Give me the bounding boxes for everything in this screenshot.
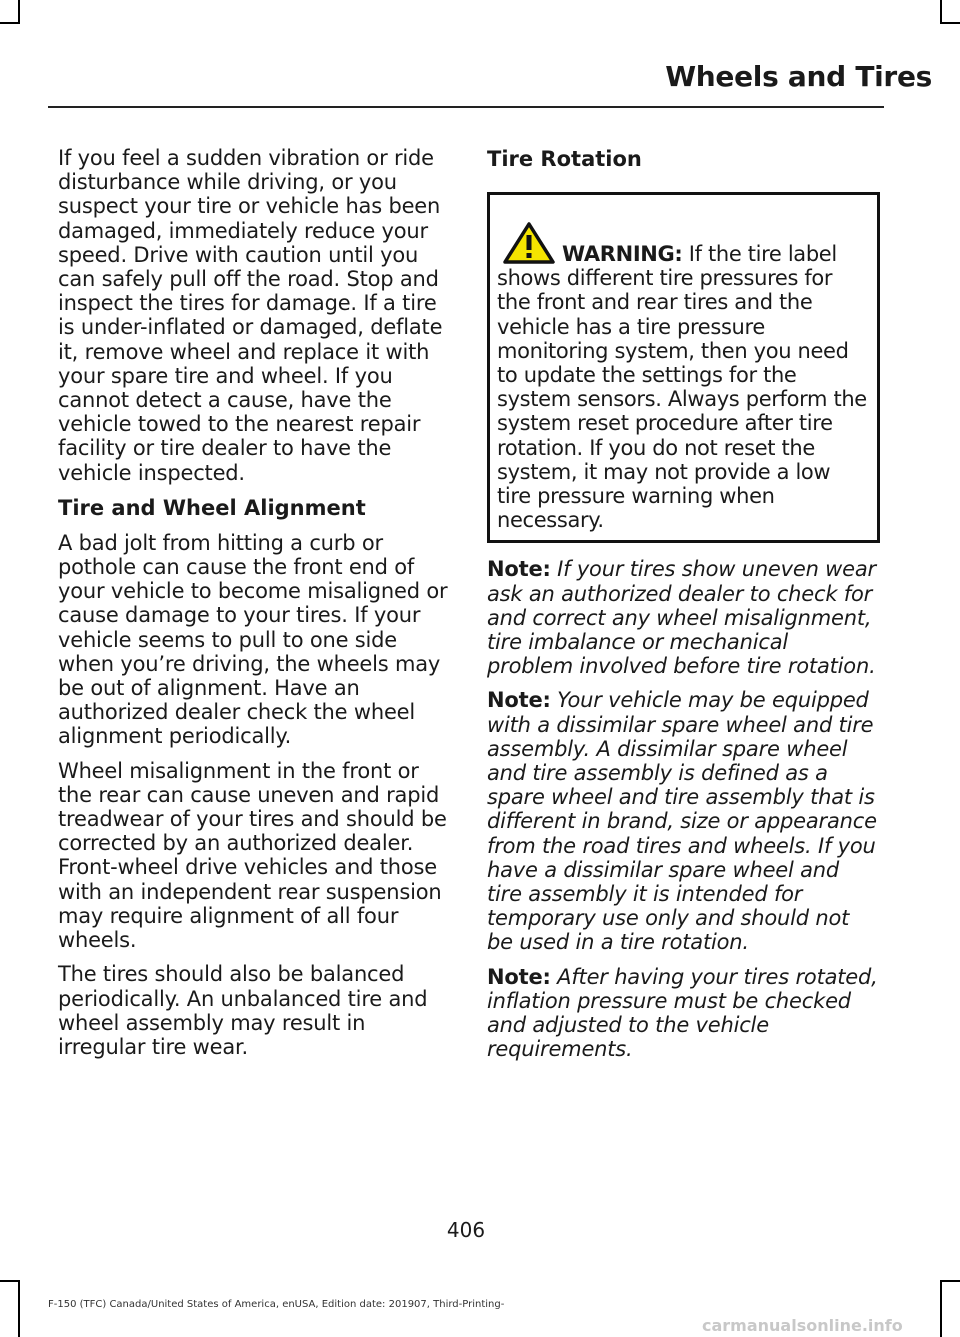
page-number: 406 bbox=[446, 1218, 486, 1242]
note-label: Note: bbox=[487, 688, 551, 713]
alignment-paragraph-1: A bad jolt from hitting a curb or pothole can cause the front end of your vehicle to become misaligned or cause damage to your tires. If your vehicle seems to pull to one side when you’re driving, the wheels may be out of alignment. Have an authorized dealer check the wheel alignment periodically. bbox=[58, 530, 448, 749]
note-text: Your vehicle may be equipped with a dissimilar spare wheel and tire assembly. A dissimilar spare wheel and tire assembly is defined as a spare wheel and tire assembly that is different in brand, size or appearance from the road tires and wheels. If you have a dissimilar spare wheel and tire assembly it is intended for temporary use only and should not be used in a tire rotation. bbox=[487, 688, 877, 955]
warning-paragraph bbox=[497, 221, 870, 532]
edition-footer: F-150 (TFC) Canada/United States of America, enUSA, Edition date: 201907, Third-Printing- bbox=[48, 1299, 505, 1310]
left-column bbox=[58, 146, 450, 1069]
crop-mark-bottom-left bbox=[18, 1280, 20, 1337]
warning-triangle-icon bbox=[502, 221, 556, 265]
crop-mark-top-left bbox=[18, 0, 20, 24]
right-column bbox=[487, 146, 880, 1072]
note-label: Note: bbox=[487, 964, 551, 989]
crop-mark-bottom-left-h bbox=[0, 1280, 20, 1282]
note-text: If your tires show uneven wear ask an authorized dealer to check for and correct any wheel misalignment, tire imbalance or mechanical problem involved before tire rotation. bbox=[487, 557, 876, 679]
warning-box bbox=[487, 192, 880, 543]
crop-mark-bottom-right-h bbox=[940, 1280, 960, 1282]
header-divider bbox=[48, 106, 884, 108]
rotation-heading: Tire Rotation bbox=[487, 147, 642, 171]
note-text: After having your tires rotated, inflation pressure must be checked and adjusted to the vehicle requirements. bbox=[487, 964, 878, 1062]
note-1 bbox=[487, 557, 880, 678]
crop-mark-top-left-h bbox=[0, 22, 20, 24]
alignment-paragraph-2: Wheel misalignment in the front or the rear can cause uneven and rapid treadwear of your tires and should be corrected by an authorized dealer. Front-wheel drive vehicles and those with an independent rear suspension may require alignment of all four wheels. bbox=[58, 758, 447, 953]
warning-label: WARNING: bbox=[562, 242, 683, 266]
note-3 bbox=[487, 965, 880, 1062]
alignment-paragraph-3: The tires should also be balanced periodically. An unbalanced tire and wheel assembly may result in irregular tire wear. bbox=[58, 962, 428, 1059]
alignment-heading: Tire and Wheel Alignment bbox=[58, 495, 366, 520]
note-label: Note: bbox=[487, 557, 551, 582]
intro-paragraph: If you feel a sudden vibration or ride disturbance while driving, or you suspect your tire or vehicle has been damaged, immediately reduce your speed. Drive with caution until you can safely pull off the road. Stop and inspect the tires for damage. If a tire is under-inflated or damaged, deflate it, remove wheel and replace it with your spare tire and wheel. If you cannot detect a cause, have the vehicle towed to the nearest repair facility or tire dealer to have the vehicle inspected. bbox=[58, 146, 443, 485]
crop-mark-top-right bbox=[940, 0, 942, 24]
crop-mark-top-right-h bbox=[940, 22, 960, 24]
page-title: Wheels and Tires bbox=[665, 60, 932, 93]
crop-mark-bottom-right bbox=[940, 1280, 942, 1337]
warning-text: If the tire label shows different tire pressures for the front and rear tires and the vehicle has a tire pressure monitoring system, then you need to update the settings for the system sensors. Always perform the system reset procedure after tire rotation. If you do not reset the system, it may not provide a low tire pressure warning when necessary. bbox=[497, 242, 867, 533]
note-2 bbox=[487, 688, 880, 954]
watermark: carmanualsonline.info bbox=[702, 1316, 903, 1335]
